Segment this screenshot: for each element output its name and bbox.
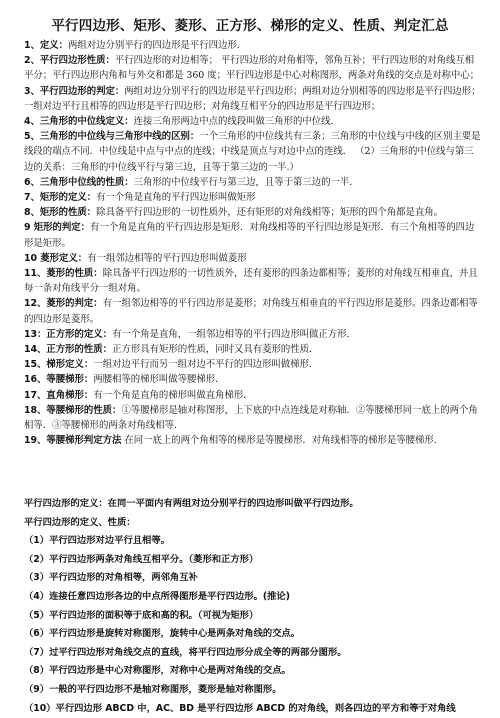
item-heading: 18、等腰梯形的性质： xyxy=(24,404,122,416)
item-heading: 12、菱形的判定： xyxy=(24,298,103,310)
property-item: （6）平行四边形是旋转对称图形，旋转中心是两条对角线的交点。 xyxy=(24,628,301,640)
item-text: 一个三角形的中位线共有三条；三角形的中位线与中线的区别主要是线段的端点不同．中位线是中点与中点的连线；中线是顶点与对边中点的连线． （2）三角形的中位线与第三边的关系：三角形的中位线平行与第三边，且等于第三边的一半.） xyxy=(24,131,481,173)
property-item: （7）过平行四边形对角线交点的直线，将平行四边形分成全等的两部分图形。 xyxy=(24,646,347,658)
item-heading: 3、平行四边形的判定： xyxy=(24,85,125,97)
definition-item xyxy=(24,403,482,433)
definition-item xyxy=(24,53,482,83)
item-heading: 13：正方形的定义： xyxy=(24,328,113,340)
item-text: 有一个角是直角，一组邻边相等的平行四边形叫做正方形． xyxy=(112,328,356,340)
item-heading: 14、正方形的性质： xyxy=(24,344,113,356)
item-heading: 16、等腰梯形： xyxy=(24,374,94,386)
parallelogram-section xyxy=(24,495,484,718)
property-item: （9）一般的平行四边形不是轴对称图形，菱形是轴对称图形。 xyxy=(24,683,282,695)
item-text: 正方形具有矩形的性质，同时又具有菱形的性质． xyxy=(112,344,319,356)
definition-item xyxy=(24,251,482,266)
item-text: 有一个角是直角的平行四边形是矩形．对角线相等的平行四边形是矩形．有三个角相等的四边形是矩形。 xyxy=(24,222,475,249)
definition-item xyxy=(24,84,482,114)
definition-item xyxy=(24,372,482,387)
item-text: 两组对边分别平行的四边形是平行四边形. xyxy=(68,40,240,51)
definition-item xyxy=(24,190,482,205)
definition-item xyxy=(24,38,482,53)
item-heading: 5、三角形的中位线与三角形中线的区别： xyxy=(24,131,200,143)
item-text: 平行四边形的对边相等； 平行四边形的对角相等，邻角互补；平行四边形的对角线互相平分；平行四边形内角和与外交和都是 360 度；平行四边形是中心对称图形，两条对角线的交点是对称中心； xyxy=(24,55,480,82)
definition-item xyxy=(24,296,482,326)
item-text: 有一组邻边相等的平行四边形叫做菱形 xyxy=(87,252,247,264)
item-text: 有一个角是直角的梯形叫做直角梯形． xyxy=(93,389,253,401)
definition-item xyxy=(24,114,482,129)
item-text: 两腰相等的梯形叫做等腰梯形． xyxy=(93,374,225,386)
definition-item xyxy=(24,433,482,448)
definition-item xyxy=(24,220,482,250)
property-item: （1）平行四边形对边平行且相等。 xyxy=(24,535,170,547)
item-heading: 7、矩形的定义： xyxy=(24,192,97,204)
section-subheading: 平行四边形的定义、性质： xyxy=(24,516,136,528)
item-heading: 10 菱形定义： xyxy=(24,252,88,264)
item-text: 一组对边平行而另一组对边不平行的四边形叫做梯形． xyxy=(93,359,319,371)
section-definition: 平行四边形的定义：在同一平面内有两组对边分别平行的四边形叫做平行四边形。 xyxy=(24,498,359,509)
item-heading: 15、梯形定义： xyxy=(24,359,94,371)
definition-item xyxy=(24,342,482,357)
item-heading: 6、三角形中位线的性质： xyxy=(24,176,134,188)
definitions-list xyxy=(24,38,482,448)
item-text: 有一个角是直角的平行四边形叫做矩形 xyxy=(96,192,256,204)
item-text: 有一组邻边相等的平行四边形是菱形；对角线互相垂直的平行四边形是菱形。四条边都相等的四边形是菱形。 xyxy=(24,298,478,325)
property-item: （8）平行四边形是中心对称图形，对称中心是两对角线的交点。 xyxy=(24,665,291,677)
item-heading: 1、定义： xyxy=(24,40,69,51)
item-text: 连接三角形两边中点的线段叫做三角形的中位线. xyxy=(133,116,334,128)
item-heading: 8、矩形的性质： xyxy=(24,207,97,219)
definition-item xyxy=(24,327,482,342)
property-item: （3）平行四边形的对角相等，两邻角互补 xyxy=(24,572,198,584)
item-text: 除具备平行四边形的一切性质外，还有菱形的四条边都相等；菱形的对角线互相垂直，并且每一条对角线平分一组对角。 xyxy=(24,268,478,295)
item-heading: 17、直角梯形： xyxy=(24,389,94,401)
item-heading: 2、平行四边形性质： xyxy=(24,55,115,67)
property-item: （2）平行四边形两条对角线互相平分。（菱形和正方形） xyxy=(24,553,259,565)
definition-item xyxy=(24,129,482,175)
item-text: 三角形的中位线平行与第三边，且等于第三边的一半． xyxy=(133,176,359,188)
item-text: 两组对边分别平行的四边形是平行四边形；两组对边分别相等的四边形是平行四边形；一组对边平行且相等的四边形是平行四边形；对角线互相平分的四边形是平行四边形； xyxy=(24,85,481,112)
definition-item xyxy=(24,175,482,190)
definition-item xyxy=(24,205,482,220)
item-heading: 4、三角形的中位线定义： xyxy=(24,116,134,128)
item-heading: 19、等腰梯形判定方法 xyxy=(24,435,122,447)
property-item: （10）平行四边形 ABCD 中，AC、BD 是平行四边形 ABCD 的对角线，则各四边的平方和等于对角线 xyxy=(24,702,456,714)
item-heading: 11、菱形的性质： xyxy=(24,268,103,280)
definition-item xyxy=(24,266,482,296)
definition-item xyxy=(24,357,482,372)
item-heading: 9 矩形的判定： xyxy=(24,222,91,234)
item-text: 除具备平行四边形的一切性质外，还有矩形的对角线相等；矩形的四个角都是直角。 xyxy=(96,207,444,219)
property-item: （4）连接任意四边形各边的中点所得图形是平行四边形。(推论) xyxy=(24,590,290,602)
item-text: 在同一底上的两个角相等的梯形是等腰梯形．对角线相等的梯形是等腰梯形. xyxy=(121,435,437,447)
item-text: ①等腰梯形是轴对称图形，上下底的中点连线是对称轴．②等腰梯形同一底上的两个角相等．③等腰梯形的两条对角线相等． xyxy=(24,404,478,432)
page-title: 平行四边形、矩形、菱形、正方形、梯形的定义、性质、判定汇总 xyxy=(51,18,449,34)
definition-item xyxy=(24,388,482,403)
property-item: （5）平行四边形的面积等于底和高的积。（可视为矩形） xyxy=(24,609,259,621)
